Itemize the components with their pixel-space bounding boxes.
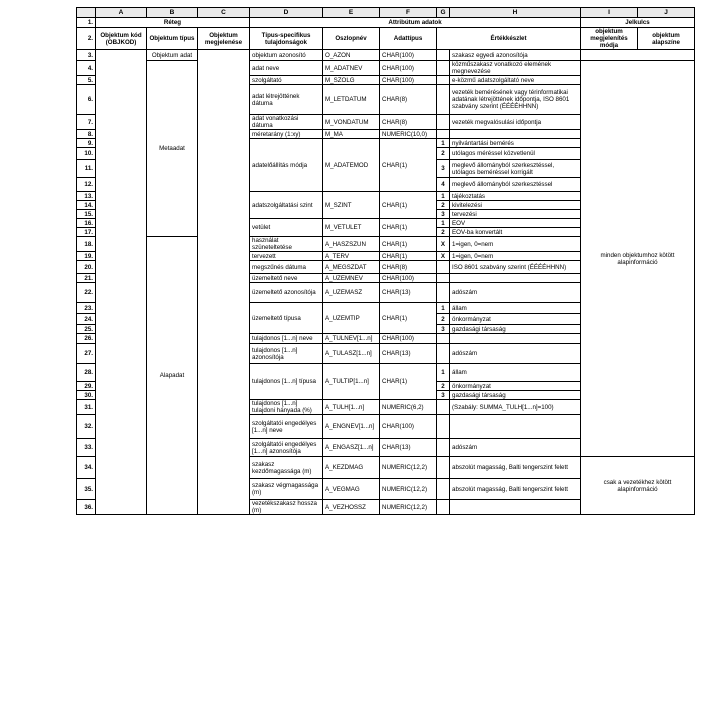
row-number: 5. (77, 76, 96, 85)
value-code (437, 50, 450, 61)
value-code: 1 (437, 364, 450, 382)
legend-minden-objektum: minden objektumhoz kötött alapinformáció (581, 61, 695, 457)
property-name: vetület (250, 219, 323, 237)
column-name: A_ENGASZ[1...n] (323, 439, 380, 457)
row-number: 7. (77, 115, 96, 130)
data-type: CHAR(1) (380, 237, 437, 252)
column-name: M_VETULET (323, 219, 380, 237)
table-row (77, 50, 695, 61)
property-name: tulajdonos [1...n] neve (250, 334, 323, 344)
value-description: adószám (450, 344, 581, 364)
row-number: 6. (77, 85, 96, 115)
value-description: önkormányzat (450, 314, 581, 325)
value-code: 2 (437, 228, 450, 237)
value-code (437, 261, 450, 274)
value-description: EOV-ba konvertált (450, 228, 581, 237)
value-code (437, 283, 450, 303)
value-code: 1 (437, 219, 450, 228)
value-code (437, 76, 450, 85)
col-letter-i: I (581, 8, 638, 18)
value-description: állam (450, 364, 581, 382)
value-description: (Szabály: SUMMA_TULH[1...n]=100) (450, 400, 581, 415)
table-row (77, 61, 695, 76)
header-row-2 (77, 28, 695, 50)
value-code: X (437, 252, 450, 261)
header-adattipus: Adattípus (380, 28, 437, 50)
cell-megjelenes-blank (198, 50, 250, 515)
data-type: CHAR(100) (380, 415, 437, 439)
value-description: vezeték megvalósulási időpontja (450, 115, 581, 130)
data-type: NUMERIC(10,0) (380, 130, 437, 139)
row-number: 21. (77, 274, 96, 283)
property-name: tulajdonos [1...n] tulajdoni hányada (%) (250, 400, 323, 415)
property-name: üzemeltető neve (250, 274, 323, 283)
group-alapadat: Alapadat (147, 237, 198, 515)
value-code: 3 (437, 210, 450, 219)
data-type: CHAR(8) (380, 261, 437, 274)
row-number: 16. (77, 219, 96, 228)
column-name: A_TULNEV[1...n] (323, 334, 380, 344)
value-description: 1=igen, 0=nem (450, 252, 581, 261)
value-code: 1 (437, 139, 450, 148)
value-code (437, 479, 450, 500)
row-number: 19. (77, 252, 96, 261)
row-number: 25. (77, 325, 96, 334)
col-letter-d: D (250, 8, 323, 18)
column-letter-row (77, 8, 695, 18)
value-code (437, 61, 450, 76)
value-description: nyilvántartási bemérés (450, 139, 581, 148)
header-ertekkeszlet: Értékkészlet (437, 28, 581, 50)
value-code (437, 415, 450, 439)
value-code: 4 (437, 178, 450, 192)
column-name: A_VEGMAG (323, 479, 380, 500)
column-name: A_TULTIP[1...n] (323, 364, 380, 400)
data-type: CHAR(1) (380, 364, 437, 400)
column-name: M_VONDATUM (323, 115, 380, 130)
column-name: M_ADATEMOD (323, 139, 380, 192)
row-number: 34. (77, 457, 96, 479)
row-number: 8. (77, 130, 96, 139)
row-number: 14. (77, 201, 96, 210)
row-number: 32. (77, 415, 96, 439)
value-description: ISO 8601 szabvány szerint (ÉÉÉÉHHNN) (450, 261, 581, 274)
row-number: 31. (77, 400, 96, 415)
value-code: X (437, 237, 450, 252)
data-type: CHAR(100) (380, 334, 437, 344)
value-description: kivitelezési (450, 201, 581, 210)
data-type: CHAR(100) (380, 61, 437, 76)
property-name: adat vonatkozási dátuma (250, 115, 323, 130)
value-description: gazdasági társaság (450, 391, 581, 400)
value-description: EOV (450, 219, 581, 228)
col-letter-h: H (450, 8, 581, 18)
value-description: vezeték bemérésének vagy térinformatikai adatának létrejöttének időpontja, ISO 8601 szabvány szerint (ÉÉÉÉHHNN) (450, 85, 581, 115)
value-code: 2 (437, 314, 450, 325)
header-jelkulcs: Jelkulcs (581, 18, 695, 28)
value-code: 2 (437, 382, 450, 391)
property-name: szakasz kezdőmagassága (m) (250, 457, 323, 479)
col-letter-j: J (638, 8, 695, 18)
value-code (437, 85, 450, 115)
value-description (450, 415, 581, 439)
column-name: A_HASZSZUN (323, 237, 380, 252)
value-code: 2 (437, 201, 450, 210)
header-attributum-adatok: Attribútum adatok (250, 18, 581, 28)
row-number: 24. (77, 314, 96, 325)
value-description: 1=igen, 0=nem (450, 237, 581, 252)
column-name: M_LETDATUM (323, 85, 380, 115)
value-code (437, 439, 450, 457)
property-name: adatelőállítás módja (250, 139, 323, 192)
row-number: 30. (77, 391, 96, 400)
property-name: üzemeltető azonosítója (250, 283, 323, 303)
property-name: tulajdonos [1...n] azonosítója (250, 344, 323, 364)
header-oszlopnev: Oszlopnév (323, 28, 380, 50)
column-name: O_AZON (323, 50, 380, 61)
cell-objkod-blank (96, 50, 147, 515)
row-number: 4. (77, 61, 96, 76)
data-type: CHAR(1) (380, 192, 437, 219)
corner-cell (77, 8, 96, 18)
data-type: CHAR(1) (380, 139, 437, 192)
column-name: A_UZEMTIP (323, 303, 380, 334)
row-number: 9. (77, 139, 96, 148)
group-objektum-adat: Objektum adat (147, 50, 198, 61)
property-name: tulajdonos [1...n] típusa (250, 364, 323, 400)
row-number: 2. (77, 28, 96, 50)
col-letter-e: E (323, 8, 380, 18)
column-name: A_ENGNEV[1...n] (323, 415, 380, 439)
value-description: abszolút magasság, Balti tengerszint felett (450, 457, 581, 479)
data-type: CHAR(100) (380, 274, 437, 283)
header-row-1 (77, 18, 695, 28)
row-number: 13. (77, 192, 96, 201)
data-type: NUMERIC(12,2) (380, 479, 437, 500)
property-name: szolgáltatói engedélyes [1...n] azonosítója (250, 439, 323, 457)
data-type: NUMERIC(6,2) (380, 400, 437, 415)
data-type: CHAR(100) (380, 76, 437, 85)
data-type: CHAR(13) (380, 439, 437, 457)
col-letter-a: A (96, 8, 147, 18)
property-name: adat neve (250, 61, 323, 76)
header-alapszine: objektum alapszíne (638, 28, 695, 50)
row-number: 35. (77, 479, 96, 500)
data-type: NUMERIC(12,2) (380, 500, 437, 515)
value-description: tájékoztatás (450, 192, 581, 201)
value-description: gazdasági társaság (450, 325, 581, 334)
property-name: tervezett (250, 252, 323, 261)
header-objektum-tipus: Objektum típus (147, 28, 198, 50)
group-metaadat: Metaadat (147, 61, 198, 237)
legend-csak-vezetek: csak a vezetékhez kötött alapinformáció (581, 457, 695, 515)
value-code: 3 (437, 160, 450, 178)
property-name: szolgáltatói engedélyes [1...n] neve (250, 415, 323, 439)
value-description: utólagos méréssel közvetlenül (450, 148, 581, 160)
data-type: CHAR(1) (380, 252, 437, 261)
value-code: 2 (437, 148, 450, 160)
column-name: A_KEZDMAG (323, 457, 380, 479)
data-type: CHAR(13) (380, 344, 437, 364)
value-description: meglevő állományból szerkesztéssel, utólagos beméréssel korrigált (450, 160, 581, 178)
value-description (450, 274, 581, 283)
header-tipus-specifikus: Típus-specifikus tulajdonságok (250, 28, 323, 50)
column-name: A_TULH[1...n] (323, 400, 380, 415)
row-number: 3. (77, 50, 96, 61)
data-type: CHAR(8) (380, 115, 437, 130)
row-number: 33. (77, 439, 96, 457)
row-number: 15. (77, 210, 96, 219)
data-type: CHAR(13) (380, 283, 437, 303)
value-description (450, 130, 581, 139)
value-description: állam (450, 303, 581, 314)
row-number: 1. (77, 18, 96, 28)
property-name: használat szüneteltetése (250, 237, 323, 252)
data-type: CHAR(1) (380, 303, 437, 334)
row-number: 23. (77, 303, 96, 314)
property-name: objektum azonosító (250, 50, 323, 61)
column-name: M_SZINT (323, 192, 380, 219)
value-description (450, 334, 581, 344)
value-code (437, 400, 450, 415)
header-reteg: Réteg (96, 18, 250, 28)
value-code: 1 (437, 303, 450, 314)
data-type: CHAR(1) (380, 219, 437, 237)
value-code (437, 274, 450, 283)
value-description: tervezési (450, 210, 581, 219)
value-description: adószám (450, 439, 581, 457)
row-number: 20. (77, 261, 96, 274)
property-name: adatszolgáltatási szint (250, 192, 323, 219)
value-code (437, 130, 450, 139)
column-name: A_UZEMNEV (323, 274, 380, 283)
value-description: meglevő állományból szerkesztéssel (450, 178, 581, 192)
column-name: A_VEZHOSSZ (323, 500, 380, 515)
value-code: 1 (437, 192, 450, 201)
value-code (437, 334, 450, 344)
column-name: A_TULASZ[1...n] (323, 344, 380, 364)
value-description: e-közmű adatszolgáltató neve (450, 76, 581, 85)
value-code: 3 (437, 325, 450, 334)
col-letter-c: C (198, 8, 250, 18)
row-number: 28. (77, 364, 96, 382)
attribute-table (76, 7, 695, 515)
header-objektum-kod: Objektum kód (OBJKOD) (96, 28, 147, 50)
row-number: 22. (77, 283, 96, 303)
row-number: 26. (77, 334, 96, 344)
value-code (437, 500, 450, 515)
property-name: vezetékszakasz hossza (m) (250, 500, 323, 515)
value-description: adószám (450, 283, 581, 303)
property-name: üzemeltető típusa (250, 303, 323, 334)
col-letter-f: F (380, 8, 437, 18)
value-description: közműszakasz vonatkozó elemének megnevezése (450, 61, 581, 76)
value-description: szakasz egyedi azonosítója (450, 50, 581, 61)
value-description: abszolút magasság, Balti tengerszint felett (450, 479, 581, 500)
value-code (437, 115, 450, 130)
row-number: 12. (77, 178, 96, 192)
row-number: 27. (77, 344, 96, 364)
value-description: önkormányzat (450, 382, 581, 391)
value-description (450, 500, 581, 515)
data-type: NUMERIC(12,2) (380, 457, 437, 479)
legend-blank-top (581, 50, 695, 61)
property-name: szakasz végmagassága (m) (250, 479, 323, 500)
column-name: A_TERV (323, 252, 380, 261)
value-code (437, 457, 450, 479)
col-letter-g: G (437, 8, 450, 18)
row-number: 11. (77, 160, 96, 178)
column-name: M_MA (323, 130, 380, 139)
property-name: megszűnés dátuma (250, 261, 323, 274)
property-name: méretarány (1:xy) (250, 130, 323, 139)
row-number: 18. (77, 237, 96, 252)
data-type: CHAR(8) (380, 85, 437, 115)
data-type: CHAR(100) (380, 50, 437, 61)
row-number: 29. (77, 382, 96, 391)
property-name: szolgáltató (250, 76, 323, 85)
row-number: 36. (77, 500, 96, 515)
column-name: M_SZOLG (323, 76, 380, 85)
column-name: M_ADATNEV (323, 61, 380, 76)
row-number: 17. (77, 228, 96, 237)
property-name: adat létrejöttének dátuma (250, 85, 323, 115)
row-number: 10. (77, 148, 96, 160)
column-name: A_UZEMASZ (323, 283, 380, 303)
header-megjelenites-modja: objektum megjelenítés módja (581, 28, 638, 50)
header-objektum-megjelenese: Objektum megjelenése (198, 28, 250, 50)
value-code: 3 (437, 391, 450, 400)
col-letter-b: B (147, 8, 198, 18)
value-code (437, 344, 450, 364)
column-name: A_MEGSZDAT (323, 261, 380, 274)
